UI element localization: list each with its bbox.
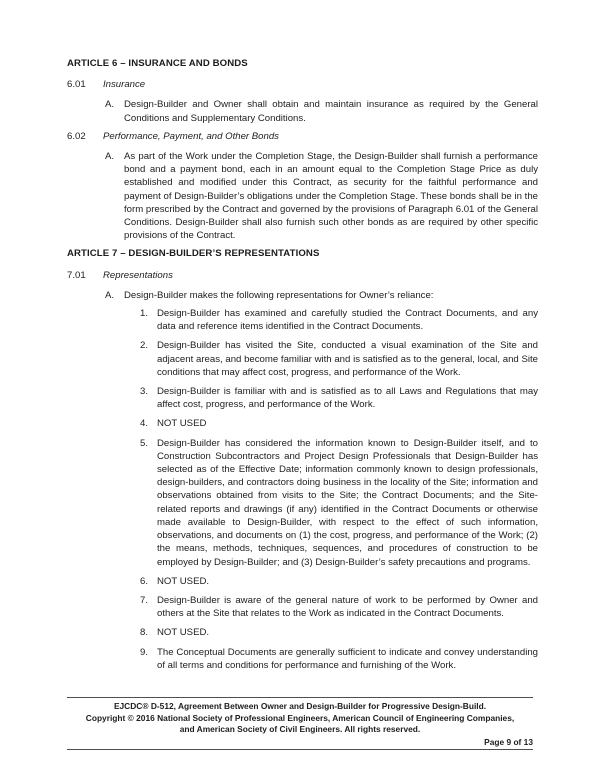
paragraph-6-02-A: [67, 150, 538, 242]
footer-document-title: EJCDC® D-512, Agreement Between Owner and Design-Builder for Progressive Design-Build.: [113, 701, 487, 711]
list-item-number: 8.: [140, 627, 149, 639]
list-item-1: [67, 307, 538, 333]
list-item-number: 4.: [140, 418, 149, 430]
list-item-number: 9.: [140, 646, 149, 658]
paragraph-text: Design-Builder and Owner shall obtain and maintain insurance as required by the General Conditions and Supplementary Conditions.: [124, 99, 538, 124]
list-item-text: Design-Builder has visited the Site, conducted a visual examination of the Site and adjacent areas, and become familiar with and is satisfied as to the general, local, and Site conditions that may affect cost, progress, and performance of the Work.: [157, 340, 538, 378]
section-number: 6.02: [67, 130, 86, 142]
section-6-02-heading: [67, 130, 538, 143]
paragraph-text: Design-Builder makes the following representations for Owner’s reliance:: [124, 289, 434, 301]
list-item-6: [67, 575, 538, 588]
list-item-number: 2.: [140, 340, 149, 352]
footer-copyright-line-1: Copyright © 2016 National Society of Professional Engineers, American Council of Engineering Companies,: [85, 712, 515, 723]
list-item-4: [67, 417, 538, 430]
article-7-heading: ARTICLE 7 – DESIGN-BUILDER’S REPRESENTATIONS: [67, 248, 320, 260]
paragraph-label: A.: [105, 151, 115, 163]
list-item-text: Design-Builder is familiar with and is satisfied as to all Laws and Regulations that may affect cost, progress, and performance of the Work.: [157, 386, 538, 411]
paragraph-7-01-A: [67, 289, 538, 302]
paragraph-6-01-A: [67, 98, 538, 124]
list-item-8: [67, 626, 538, 639]
section-number: 6.01: [67, 79, 86, 91]
section-number: 7.01: [67, 269, 86, 281]
list-item-text: The Conceptual Documents are generally sufficient to indicate and convey understanding of all terms and conditions for performance and furnishing of the Work.: [157, 646, 538, 671]
list-item-7: [67, 594, 538, 620]
section-title: Insurance: [103, 79, 146, 91]
list-item-text: Design-Builder has examined and carefully studied the Contract Documents, and any data and reference items identified in the Contract Documents.: [157, 308, 538, 333]
list-item-number: 6.: [140, 575, 149, 587]
list-item-text: NOT USED: [157, 418, 207, 430]
article-6-heading: ARTICLE 6 – INSURANCE AND BONDS: [67, 58, 248, 69]
list-item-9: [67, 646, 538, 672]
section-title: Performance, Payment, and Other Bonds: [103, 130, 279, 142]
list-item-text: Design-Builder is aware of the general nature of work to be performed by Owner and others at the Site that relates to the Work as indicated in the Contract Documents.: [157, 594, 538, 620]
list-item-text: NOT USED.: [157, 627, 210, 639]
list-item-text: NOT USED.: [157, 575, 210, 587]
list-item-5: [67, 437, 538, 569]
page-footer: [67, 697, 533, 750]
document-body: [67, 57, 538, 678]
section-title: Representations: [103, 269, 173, 281]
list-item-number: 7.: [140, 594, 149, 606]
section-6-01-heading: [67, 78, 538, 91]
paragraph-label: A.: [105, 99, 115, 111]
page-number: Page 9 of 13: [67, 737, 533, 751]
list-item-2: [67, 339, 538, 379]
list-item-text: Design-Builder has considered the information known to Design-Builder itself, and to Construction Subcontractors and Project Design Professionals that Design-Builder has selected as of the Effective Date; information commonly known to design professionals, design-builders, and contractors doing business in the locality of the Site; information and observations obtained from visits to the Site; the Contract Documents; and the Site-related reports and drawings (if any) identified in the Contract Documents or otherwise made available to Design-Builder, with respect to the effect of such information, observations, and documents on (1) the cost, progress, and performance of the Work; (2) the means, methods, techniques, sequences, and procedures of construction to be employed by Design-Builder; and (3) Design-Builder’s safety precautions and programs.: [157, 437, 538, 568]
paragraph-label: A.: [105, 289, 115, 301]
paragraph-text: As part of the Work under the Completion Stage, the Design-Builder shall furnish a performance bond and a payment bond, each in an amount equal to the Completion Stage Price as duly established and modified under this Contract, as security for the faithful performance and payment of Design-Builder’s obligations under the Completion Stage. These bonds shall be in the form prescribed by the Contract and governed by the provisions of Paragraph 6.01 of the General Conditions. Design-Builder shall also furnish such other bonds as are required by other specific provisions of the Contract.: [124, 151, 538, 242]
list-item-3: [67, 385, 538, 411]
list-item-number: 5.: [140, 437, 149, 449]
footer-copyright-line-2: and American Society of Civil Engineers. All rights reserved.: [179, 724, 421, 735]
section-7-01-heading: [67, 269, 538, 282]
list-item-number: 3.: [140, 386, 149, 398]
list-item-number: 1.: [140, 308, 149, 320]
